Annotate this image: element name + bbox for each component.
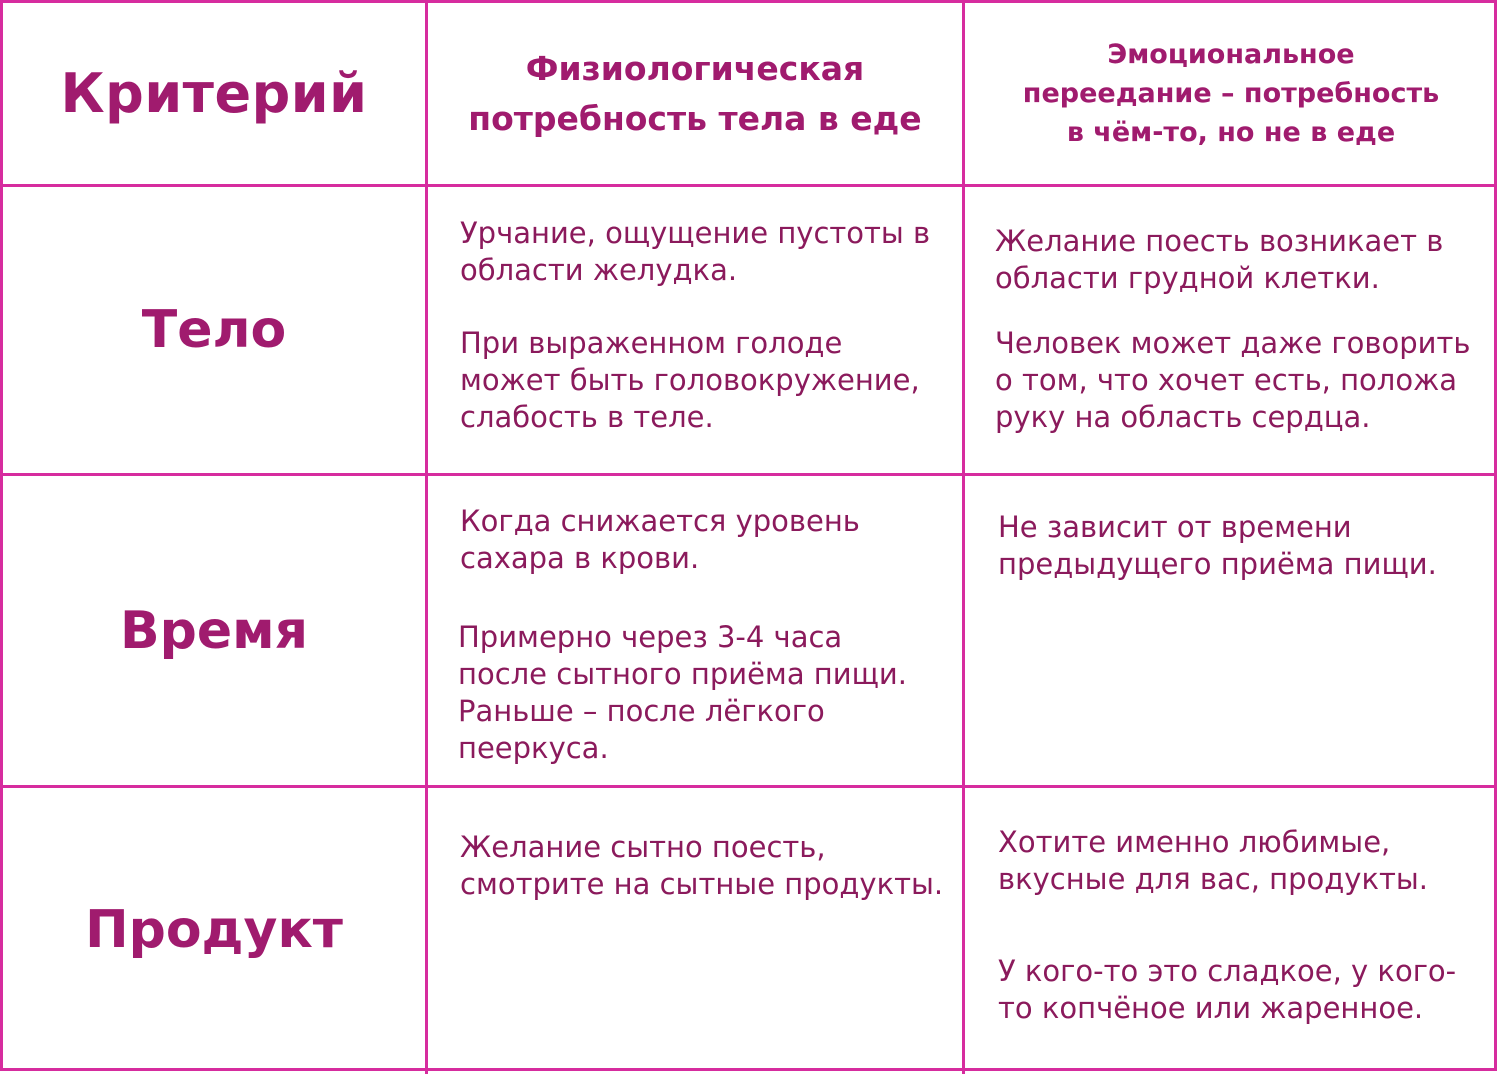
row-label-time xyxy=(3,476,425,785)
text-line: вкусные для вас, продукты. xyxy=(998,862,1428,896)
text-line: Человек может даже говорить xyxy=(995,326,1471,360)
time-physiological-paragraph-2 xyxy=(458,619,907,767)
product-emotional-paragraph-2 xyxy=(998,953,1456,1027)
body-emotional-paragraph-2 xyxy=(995,325,1470,436)
header-criterion xyxy=(3,3,425,184)
row-label-text: Продукт xyxy=(85,899,343,960)
row-label-text: Тело xyxy=(141,300,287,360)
text-line: смотрите на сытные продукты. xyxy=(460,867,944,901)
header-physiological xyxy=(428,3,962,184)
body-physiological-paragraph-2 xyxy=(460,325,920,436)
header-physiological-line: Физиологическая xyxy=(525,48,865,88)
body-physiological-paragraph-1 xyxy=(460,215,930,289)
row-label-text: Время xyxy=(119,600,309,661)
text-line: Когда снижается уровень xyxy=(460,504,860,538)
body-emotional-paragraph-1 xyxy=(995,223,1443,297)
text-line: Примерно через 3-4 часа xyxy=(458,620,843,654)
product-physiological-paragraph-1 xyxy=(460,829,943,903)
row-label-body xyxy=(3,187,425,473)
text-line: Не зависит от времени xyxy=(998,510,1352,544)
text-line: после сытного приёма пищи. xyxy=(458,657,907,691)
text-line: может быть головокружение, xyxy=(460,363,920,397)
text-line: слабость в теле. xyxy=(460,400,714,434)
row-label-product xyxy=(3,788,425,1071)
time-emotional-paragraph-1 xyxy=(998,509,1437,583)
header-emotional-line: Эмоциональное xyxy=(1107,39,1355,70)
text-line: Желание поесть возникает в xyxy=(995,224,1444,258)
text-line: Желание сытно поесть, xyxy=(460,830,826,864)
header-emotional xyxy=(965,3,1497,184)
text-line: сахара в крови. xyxy=(460,541,700,575)
text-line: области желудка. xyxy=(460,253,738,287)
time-physiological-paragraph-1 xyxy=(460,503,860,577)
text-line: У кого-то это сладкое, у кого- xyxy=(998,954,1457,988)
text-line: о том, что хочет есть, положа xyxy=(995,363,1457,397)
text-line: области грудной клетки. xyxy=(995,261,1380,295)
text-line: то копчёное или жаренное. xyxy=(998,991,1424,1025)
text-line: руку на область сердца. xyxy=(995,400,1371,434)
text-line: пееркуса. xyxy=(458,731,609,765)
text-line: Урчание, ощущение пустоты в xyxy=(460,216,931,250)
text-line: Хотите именно любимые, xyxy=(998,825,1391,859)
product-emotional-paragraph-1 xyxy=(998,824,1428,898)
text-line: Раньше – после лёгкого xyxy=(458,694,825,728)
text-line: предыдущего приёма пищи. xyxy=(998,547,1437,581)
header-emotional-line: в чём-то, но не в еде xyxy=(1066,117,1396,148)
header-physiological-line: потребность тела в еде xyxy=(468,98,922,138)
text-line: При выраженном голоде xyxy=(460,326,843,360)
header-criterion-label: Критерий xyxy=(60,62,368,125)
header-emotional-line: переедание – потребность xyxy=(1022,78,1440,109)
